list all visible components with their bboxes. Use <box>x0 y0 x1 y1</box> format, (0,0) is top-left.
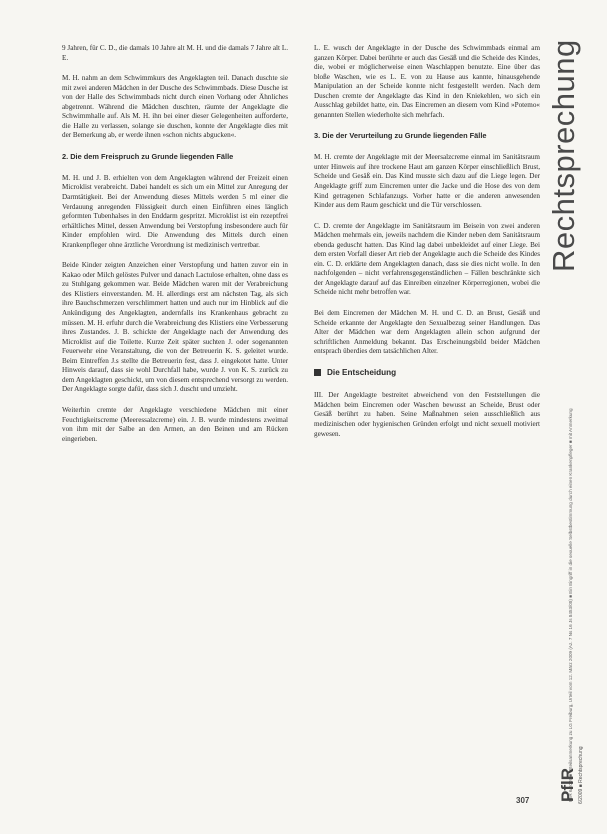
page-number: 307 <box>516 796 530 805</box>
side-note-text: PflR 6/2009 ■ Urteilsanmerkung zu LG Freiburg, Urteil vom 12. März 2009 (Az. 7 Ns 16 Js 8453/08) ■ Ein Eingriff in die sexuelle Selbstbestimmung durch einen Krankenpfleger ■ mit Anmerkung <box>568 408 573 802</box>
paragraph: Weiterhin cremte der Angeklagte verschiedene Mädchen mit einer Feuchtigkeitscreme (Meeressalzcreme) ein. J. B. wurde mindestens zweimal von ihm mit der Salbe an den Armen, an den Beinen und am Rücken eingerieben. <box>62 405 288 443</box>
paragraph: M. H. cremte der Angeklagte mit der Meersalzcreme einmal im Sanitätsraum unter Hinweis auf ihre trockene Haut am ganzen Körper einschließlich Brust, Scheide und Gesäß ein. Das Kind musste sich dazu auf die Liege legen. Der Angeklagte griff zum Eincremen unter die Jacke und die Hose des von dem Kind getragenen Schlafanzugs. Vorher hatte er die anderen anwesenden Kinder aus dem Raum geschickt und die Tür verschlossen. <box>314 153 540 210</box>
paragraph: 9 Jahren, für C. D., die damals 10 Jahre alt M. H. und die damals 7 Jahre alt L. E. <box>62 44 288 62</box>
section-title-text: Rechtsprechung <box>546 39 581 272</box>
paragraph: III. Der Angeklagte bestreitet abweichend von den Feststellungen die Mädchen beim Eincremen oder Waschen bewusst an Scheide, Brust oder Gesäß berührt zu haben. Seine Maßnahmen seien ausschließlich aus medizinischen oder hygienischen Gründen erfolgt und nicht sexuell motiviert gewesen. <box>314 391 540 438</box>
paragraph: L. E. wusch der Angeklagte in der Dusche des Schwimmbads einmal am ganzen Körper. Dabei berührte er auch das Gesäß und die Scheide des Kindes, die, wobei er möglicherweise einen Waschlappen benutzte. Eine über das bloße Waschen, wie es L. E. von zu Hause aus kannte, hinausgehende Manipulation an der Scheide konnte nicht festgestellt werden. Nach dem Duschen cremte der Angeklagte das Kind in den Kniekehlen, wo sich ein Ausschlag gebildet hatte, ein. Das Eincremen an diesem vom Kind »Potemo« genannten Stellen wiederholte sich mehrfach. <box>314 44 540 119</box>
left-column <box>62 44 288 455</box>
paragraph: Bei dem Eincremen der Mädchen M. H. und C. D. an Brust, Gesäß und Scheide erkannte der Angeklagte den Sexualbezug seiner Handlungen. Das Alter der Mädchen war dem Angeklagten allein schon aufgrund der schriftlichen Anmeldung bekannt. Das Erscheinungsbild beider Mädchen entsprach überdies dem tatsächlichen Alter. <box>314 309 540 356</box>
subheading: 3. Die der Verurteilung zu Grunde liegenden Fälle <box>314 131 487 141</box>
journal-footer <box>548 720 598 830</box>
paragraph: C. D. cremte der Angeklagte im Sanitätsraum im Beisein von zwei anderen Mädchen mehrmals ein, jeweils nachdem die Kinder neben dem Sanitätsraum ebenda geduscht hatten. Das Kind lag dabei unbekleidet auf einer Liege. Bei dem ersten Vorfall dieser Art rieb der Angeklagte auch die Scheide des Kindes ein. C. D. erklärte dem Angeklagten danach, dass sie dies nicht wolle. In den nachfolgenden – nicht verfahrensgegenständlichen – Fällen beschränkte sich der Angeklagte darauf auf das Einreiben einzelner Körperregionen, wobei die Scheide nicht mehr betroffen war. <box>314 221 540 297</box>
section-heading-text: Die Entscheidung <box>327 367 397 377</box>
journal-meta: 6/2009 ■ Rechtsprechung <box>578 746 584 804</box>
paragraph: M. H. nahm an dem Schwimmkurs des Angeklagten teil. Danach duschte sie mit zwei anderen Mädchen in der Dusche des Schwimmbads. Diese Dusche ist von der Halle des Schwimmbads nicht durch einen Vorhang oder Ähnliches abgetrennt. Während die Mädchen duschten, räumte der Angeklagte die Schwimmhalle auf. Als M. H. ihn bei einer dieser Gelegenheiten aufforderte, die Halle zu verlassen, solange sie duschen, konnte der Angeklagte dies mit der Bemerkung ab, er werde ihnen »schon nichts abgucken«. <box>62 74 288 140</box>
section-heading <box>314 368 540 378</box>
paragraph: Beide Kinder zeigten Anzeichen einer Verstopfung und hatten zuvor ein in Kakao oder Milch gelöstes Pulver und danach Lactulose erhalten, ohne dass es zu Stuhlgang gekommen war. Beide Mädchen waren mit der Verabreichung des Klistiers einverstanden. M. H. allerdings erst am nächsten Tag, als sich ihre Bauchschmerzen verschlimmert hatten und auch nur im Hinblick auf die Ankündigung des Angeklagten, andernfalls ins Krankenhaus gebracht zu müssen. M. H. erfuhr durch die Verabreichung des Klistiers eine Verbesserung ihres Zustandes. J. B. schickte der Angeklagte nach der Anwendung des Microklist auf die Toilette. Kurze Zeit später suchten J. oder sogenannten Feuerwehr eine Veranstaltung, die von der Betreuerin K. S. geleitet wurde. Beim Eintreffen J.s stellte die Betreuerin fest, dass J. eingekotet hatte. Unter Hinweis darauf, dass sie wohl Durchfall habe, wurde J. von K. S. zurück zu dem Angeklagten geschickt, um von diesem entsprechend versorgt zu werden. Der Angeklagte sorgte dafür, dass sich J. duscht und umzieht. <box>62 261 288 394</box>
journal-name: PflR <box>558 768 577 802</box>
square-bullet-icon <box>314 369 321 376</box>
subheading: 2. Die dem Freispruch zu Grunde liegenden Fälle <box>62 151 234 161</box>
right-column <box>314 44 540 450</box>
paragraph: M. H. und J. B. erhielten von dem Angeklagten während der Freizeit einen Microklist verabreicht. Dabei handelt es sich um ein Mittel zur Anregung der Darmtätigkeit. Bei der Anwendung dieses Mittels werden 5 ml einer die Verdauung anregenden Flüssigkeit durch einen Einführen eines länglich geformten Tubenhalses in den Enddarm gespritzt. Microklist ist ein rezeptfrei erhältliches Mittel, dessen Anwendung bei Verstopfung insbesondere auch für Kinder empfohlen wird. Die Anwendung des Mittels durch einen Krankenpfleger ohne ärztliche Verordnung ist medizinisch vertretbar. <box>62 173 288 249</box>
section-title <box>536 40 596 280</box>
